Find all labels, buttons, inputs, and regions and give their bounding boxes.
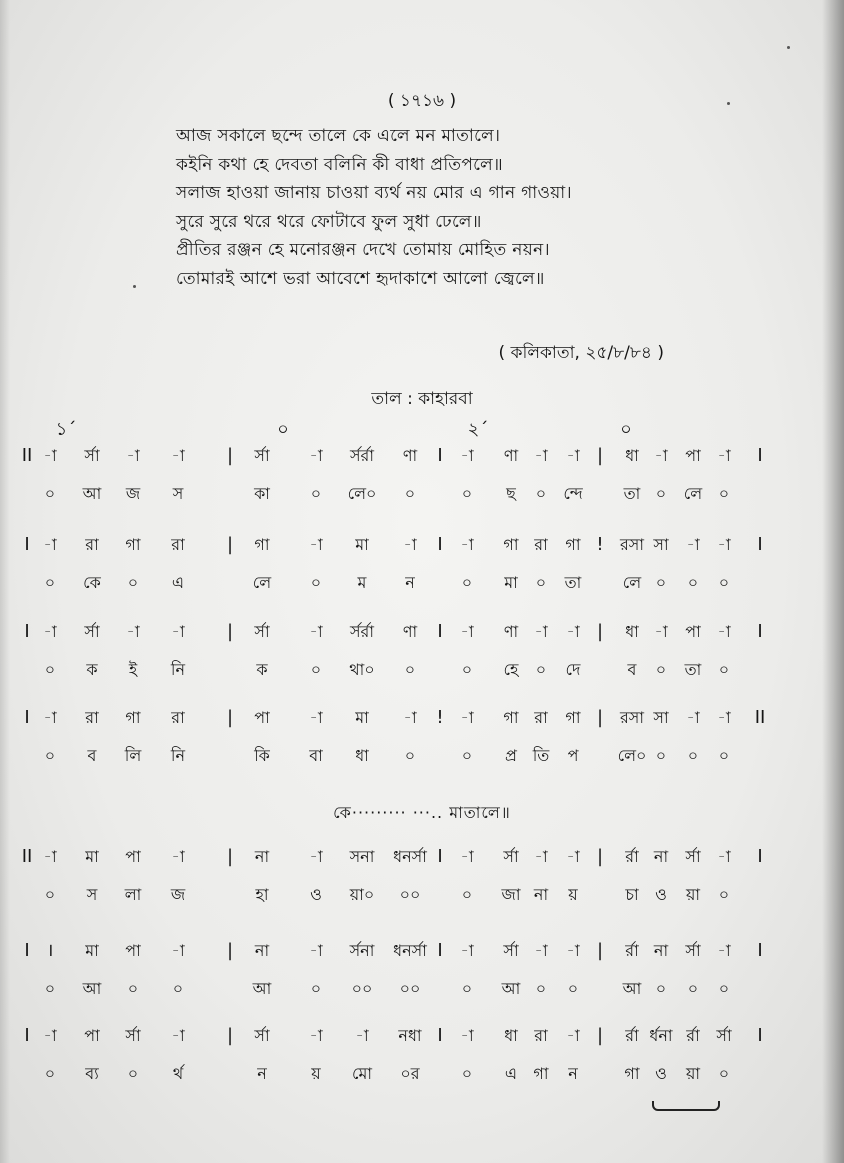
bar-line: I — [757, 846, 763, 867]
lyric-syllable: ০ — [687, 979, 699, 998]
lyric-syllable: ০ — [310, 484, 322, 503]
lyric-syllable: ০ — [44, 1064, 56, 1083]
lyric-syllable: তা — [623, 484, 641, 503]
swar-note: -া — [43, 847, 57, 866]
lyric-syllable: ০ — [655, 573, 667, 592]
swar-note: -া — [534, 847, 548, 866]
lyric-syllable: ০ — [718, 660, 730, 679]
beat-marker: ১´ — [55, 419, 77, 440]
beat-marker: ২´ — [467, 419, 489, 440]
lyric-syllable: ০ — [310, 660, 322, 679]
swar-note: র্রা — [686, 1026, 700, 1045]
bar-line: I — [24, 940, 30, 961]
lyric-syllable: ০ — [535, 660, 547, 679]
swar-note: -া — [355, 1026, 369, 1045]
lyric-syllable: ০ — [535, 979, 547, 998]
lyric-syllable: ন — [568, 1064, 578, 1083]
lyric-syllable: তা — [684, 660, 702, 679]
bar-line: | — [596, 940, 604, 961]
lyric-syllable: ক — [256, 660, 268, 679]
swar-note: রা — [534, 1026, 548, 1045]
page-shadow-left — [0, 0, 10, 1163]
lyric-syllable: ব্য — [85, 1064, 99, 1083]
swar-note: সনা — [349, 847, 375, 866]
lyric-syllable: স — [172, 484, 184, 503]
lyric-syllable: ধা — [355, 746, 369, 765]
lyric-syllable: থা০ — [349, 660, 375, 679]
bar-line: | — [226, 621, 234, 642]
swar-note: -া — [654, 446, 668, 465]
lyric-syllable: ০ — [687, 573, 699, 592]
swar-note: গা — [254, 535, 270, 554]
swar-note: র্রা — [625, 1026, 639, 1045]
swar-note: র্সা — [503, 941, 519, 960]
lyric-syllable: য়া০ — [349, 885, 375, 904]
poem-line: প্রীতির রঞ্জন হে মনোরঞ্জন দেখে তোমায় মোহিত নয়ন। — [176, 240, 550, 261]
swar-note: -া — [309, 446, 323, 465]
speck — [787, 46, 790, 49]
lyric-syllable: লে০ — [347, 484, 377, 503]
lyric-syllable: না — [533, 885, 549, 904]
lyric-syllable: ০ — [655, 660, 667, 679]
bar-line: I — [24, 707, 30, 728]
lyric-syllable: ০ — [44, 885, 56, 904]
lyric-syllable: য় — [568, 885, 578, 904]
bar-line: | — [596, 621, 604, 642]
lyric-syllable: ০ — [44, 746, 56, 765]
lyric-syllable: গা — [624, 1064, 640, 1083]
bar-line: I — [24, 534, 30, 555]
swar-note: -া — [566, 847, 580, 866]
swar-note: ণা — [503, 446, 519, 465]
swar-note: গা — [565, 535, 581, 554]
swar-note: পা — [685, 622, 701, 641]
lyric-syllable: ০ — [718, 885, 730, 904]
swar-note: গা — [565, 708, 581, 727]
lyric-syllable: তি — [532, 746, 550, 765]
swar-note: -া — [43, 535, 57, 554]
swar-note: -া — [309, 535, 323, 554]
swar-note: র্সা — [685, 941, 701, 960]
bar-line: I — [24, 1025, 30, 1046]
swar-note: পা — [254, 708, 270, 727]
lyric-syllable: ম — [357, 573, 367, 592]
swar-note: -া — [126, 446, 140, 465]
place-date: ( কলিকাতা, ২৫/৮/৮৪ ) — [498, 343, 664, 363]
lyric-syllable: হা — [255, 885, 269, 904]
swar-note: মা — [355, 708, 369, 727]
lyric-syllable: লে — [252, 573, 272, 592]
lyric-syllable: ০ — [404, 746, 416, 765]
lyric-syllable: ও — [655, 1064, 667, 1083]
swar-note: ধা — [625, 446, 639, 465]
page-shadow-right — [822, 0, 844, 1163]
swar-note: ধনর্সা — [393, 941, 427, 960]
swar-note: পা — [685, 446, 701, 465]
lyric-syllable: ০০ — [399, 885, 421, 904]
lyric-syllable: ০ — [718, 573, 730, 592]
lyric-syllable: হে — [503, 660, 519, 679]
bar-line: । — [46, 940, 54, 961]
lyric-syllable: ০ — [655, 746, 667, 765]
bar-line: I — [757, 445, 763, 466]
lyric-syllable: কি — [254, 746, 270, 765]
swar-note: -া — [43, 622, 57, 641]
bar-line: II — [754, 707, 766, 728]
swar-note: রা — [85, 535, 99, 554]
bar-line: I — [757, 534, 763, 555]
lyric-syllable: ০ — [44, 660, 56, 679]
lyric-syllable: ০ — [655, 484, 667, 503]
lyric-syllable: স — [86, 885, 98, 904]
lyric-syllable: ন — [257, 1064, 267, 1083]
swar-note: -া — [171, 446, 185, 465]
swar-note: র্সা — [84, 446, 100, 465]
swar-note: না — [254, 847, 270, 866]
lyric-syllable: ০ — [310, 979, 322, 998]
lyric-syllable: ব — [627, 660, 637, 679]
swar-note: -া — [686, 535, 700, 554]
swar-note: -া — [460, 622, 474, 641]
lyric-syllable: ০ — [172, 979, 184, 998]
bar-line: II — [21, 445, 33, 466]
swar-note: র্সা — [716, 1026, 732, 1045]
swar-note: -া — [460, 1026, 474, 1045]
song-number: ( ১৭১৬ ) — [387, 91, 457, 111]
lyric-syllable: ০ — [44, 484, 56, 503]
swar-note: -া — [566, 1026, 580, 1045]
swar-note: -া — [43, 1026, 57, 1045]
lyric-syllable: ০ — [655, 979, 667, 998]
lyric-syllable: গা — [533, 1064, 549, 1083]
bar-line: II — [21, 846, 33, 867]
swar-note: -া — [717, 446, 731, 465]
poem-line: সুরে সুরে থরে থরে ফোটাবে ফুল সুধা ঢেলে॥ — [176, 211, 482, 232]
swar-note: গা — [503, 708, 519, 727]
swar-note: -া — [534, 446, 548, 465]
lyric-syllable: ০ — [461, 484, 473, 503]
swar-note: র্সা — [254, 1026, 270, 1045]
lyric-syllable: ০ — [404, 660, 416, 679]
bar-line: | — [596, 1025, 604, 1046]
poem-line: সলাজ হাওয়া জানায় চাওয়া ব্যর্থ নয় মোর এ গান গাওয়া। — [176, 183, 572, 204]
bar-line: | — [226, 707, 234, 728]
lyric-syllable: ০ — [535, 484, 547, 503]
lyric-syllable: আ — [82, 484, 102, 503]
swar-note: না — [653, 941, 669, 960]
swar-note: -া — [309, 941, 323, 960]
poem-line: তোমারই আশে ভরা আবেশে হৃদাকাশে আলো জ্বেলে॥ — [176, 268, 545, 289]
swar-note: র্সা — [685, 847, 701, 866]
lyric-syllable: জ — [170, 885, 186, 904]
lyric-syllable: এ — [504, 1064, 518, 1083]
swar-note: -া — [43, 446, 57, 465]
lyric-syllable: কে — [83, 573, 101, 592]
tala-heading: তাল : কাহারবা — [371, 389, 473, 409]
swar-note: র্ধনা — [649, 1026, 673, 1045]
swar-note: -া — [460, 847, 474, 866]
swar-note: ধনর্সা — [393, 847, 427, 866]
lyric-syllable: লে — [622, 573, 642, 592]
swar-note: ণা — [503, 622, 519, 641]
bar-line: I — [24, 621, 30, 642]
swar-note: -া — [309, 708, 323, 727]
swar-note: -া — [686, 708, 700, 727]
swar-note: না — [254, 941, 270, 960]
swar-note: গা — [125, 535, 141, 554]
swar-note: -া — [460, 446, 474, 465]
bar-line: | — [226, 534, 234, 555]
swar-note: -া — [43, 708, 57, 727]
bar-line: | — [226, 1025, 234, 1046]
swar-note: রসা — [619, 708, 645, 727]
swar-note: রা — [534, 708, 548, 727]
swar-note: র্সা — [125, 1026, 141, 1045]
swar-note: গা — [503, 535, 519, 554]
lyric-syllable: আ — [82, 979, 102, 998]
lyric-syllable: আ — [501, 979, 521, 998]
swar-note: পা — [125, 847, 141, 866]
lyric-syllable: মা — [504, 573, 518, 592]
lyric-syllable: লা — [124, 885, 142, 904]
lyric-syllable: ০ — [310, 573, 322, 592]
lyric-syllable: ০ — [127, 573, 139, 592]
swar-note: র্সর্রা — [349, 446, 375, 465]
bar-line: I — [437, 940, 443, 961]
lyric-syllable: ০র — [400, 1064, 420, 1083]
lyric-syllable: ন — [405, 573, 415, 592]
swar-note: মা — [355, 535, 369, 554]
swar-note: -া — [460, 708, 474, 727]
swar-note: পা — [84, 1026, 100, 1045]
bar-line: | — [226, 940, 234, 961]
swar-note: র্সা — [503, 847, 519, 866]
swar-note: -া — [171, 941, 185, 960]
lyric-syllable: দে — [565, 660, 581, 679]
swar-note: -া — [566, 446, 580, 465]
swar-note: মা — [85, 941, 99, 960]
lyric-syllable: বা — [309, 746, 323, 765]
swar-note: ণা — [402, 622, 418, 641]
swar-note: রা — [171, 708, 185, 727]
swar-note: ধা — [625, 622, 639, 641]
lyric-syllable: র্থ — [172, 1064, 184, 1083]
lyric-syllable: এ — [171, 573, 185, 592]
swar-note: -া — [717, 708, 731, 727]
lyric-syllable: ০ — [718, 1064, 730, 1083]
swar-note: র্রা — [625, 847, 639, 866]
swar-note: -া — [126, 622, 140, 641]
swar-note: রা — [534, 535, 548, 554]
lyric-syllable: ০ — [461, 573, 473, 592]
swar-note: -া — [171, 847, 185, 866]
lyric-syllable: জ — [125, 484, 141, 503]
beat-marker: ০ — [620, 419, 632, 440]
swar-note: র্সা — [254, 622, 270, 641]
swar-note: র্সনা — [349, 941, 375, 960]
poem-line: আজ সকালে ছন্দে তালে কে এলে মন মাতালে। — [176, 126, 501, 146]
swar-note: র্সা — [254, 446, 270, 465]
swar-note: ধা — [504, 1026, 518, 1045]
swar-note: রা — [171, 535, 185, 554]
lyric-syllable: ০ — [461, 746, 473, 765]
swar-note: র্সা — [84, 622, 100, 641]
speck — [133, 285, 136, 288]
lyric-syllable: মো — [351, 1064, 373, 1083]
lyric-syllable: প্র — [505, 746, 517, 765]
refrain-line: কে········· ···.. মাতালে॥ — [333, 803, 511, 822]
swar-note: -া — [171, 1026, 185, 1045]
lyric-syllable: ০ — [718, 979, 730, 998]
lyric-syllable: ০ — [44, 573, 56, 592]
lyric-syllable: ক — [86, 660, 98, 679]
swar-note: -া — [534, 941, 548, 960]
swar-note: -া — [717, 622, 731, 641]
lyric-syllable: ০ — [718, 484, 730, 503]
swar-note: -া — [717, 535, 731, 554]
poem-line: কইনি কথা হে দেবতা বলিনি কী বাধা প্রতিপলে॥ — [176, 154, 503, 175]
lyric-syllable: ০ — [404, 484, 416, 503]
swar-note: -া — [717, 941, 731, 960]
lyric-syllable: ০ — [461, 1064, 473, 1083]
swar-note: -া — [403, 708, 417, 727]
lyric-syllable: ০০ — [351, 979, 373, 998]
swar-note: -া — [309, 622, 323, 641]
bar-line: ! — [436, 707, 444, 728]
lyric-syllable: য়া — [685, 885, 701, 904]
swar-note: সা — [653, 535, 669, 554]
lyric-syllable: আ — [252, 979, 272, 998]
underbrace-mark — [652, 1101, 720, 1111]
lyric-syllable: নি — [170, 746, 186, 765]
lyric-syllable: য়া — [685, 1064, 701, 1083]
swar-note: -া — [566, 941, 580, 960]
swar-note: পা — [125, 941, 141, 960]
poem-block — [176, 122, 572, 294]
beat-marker: ০ — [277, 419, 289, 440]
bar-line: | — [596, 846, 604, 867]
bar-line: I — [757, 621, 763, 642]
bar-line: I — [437, 1025, 443, 1046]
lyric-syllable: ০ — [461, 979, 473, 998]
lyric-syllable: য় — [311, 1064, 321, 1083]
bar-line: | — [226, 846, 234, 867]
lyric-syllable: ০ — [127, 1064, 139, 1083]
swar-note: -া — [403, 535, 417, 554]
swar-note: নধা — [398, 1026, 422, 1045]
swar-note: -া — [566, 622, 580, 641]
swar-note: গা — [125, 708, 141, 727]
lyric-syllable: ০ — [461, 660, 473, 679]
swar-note: রসা — [619, 535, 645, 554]
lyric-syllable: ০০ — [399, 979, 421, 998]
bar-line: | — [596, 707, 604, 728]
lyric-syllable: ছ — [506, 484, 516, 503]
bar-line: ! — [596, 534, 604, 555]
swar-note: -া — [309, 847, 323, 866]
lyric-syllable: ই — [128, 660, 138, 679]
lyric-syllable: ব — [87, 746, 97, 765]
swar-note: -া — [171, 622, 185, 641]
lyric-syllable: লে০ — [617, 746, 647, 765]
lyric-syllable: জা — [501, 885, 521, 904]
swar-note: -া — [460, 535, 474, 554]
bar-line: I — [437, 846, 443, 867]
lyric-syllable: ০ — [718, 746, 730, 765]
lyric-syllable: ০ — [127, 979, 139, 998]
lyric-syllable: ০ — [687, 746, 699, 765]
lyric-syllable: ০ — [535, 573, 547, 592]
bar-line: I — [437, 445, 443, 466]
swar-note: -া — [654, 622, 668, 641]
lyric-syllable: লি — [124, 746, 142, 765]
swar-note: -া — [534, 622, 548, 641]
lyric-syllable: ০ — [567, 979, 579, 998]
lyric-syllable: তা — [564, 573, 582, 592]
lyric-syllable: নি — [170, 660, 186, 679]
swar-note: মা — [85, 847, 99, 866]
lyric-syllable: ও — [310, 885, 322, 904]
lyric-syllable: প — [567, 746, 579, 765]
swar-note: -া — [460, 941, 474, 960]
bar-line: I — [437, 621, 443, 642]
lyric-syllable: আ — [622, 979, 642, 998]
bar-line: | — [226, 445, 234, 466]
swar-note: -া — [717, 847, 731, 866]
lyric-syllable: লে — [683, 484, 703, 503]
lyric-syllable: কা — [254, 484, 270, 503]
swar-note: র্সর্রা — [349, 622, 375, 641]
bar-line: I — [757, 940, 763, 961]
lyric-syllable: ন্দে — [563, 484, 583, 503]
swar-note: রা — [85, 708, 99, 727]
bar-line: | — [596, 445, 604, 466]
speck — [727, 102, 730, 105]
bar-line: I — [757, 1025, 763, 1046]
lyric-syllable: ০ — [44, 979, 56, 998]
swar-note: ণা — [402, 446, 418, 465]
bar-line: I — [437, 534, 443, 555]
swar-note: র্রা — [625, 941, 639, 960]
swar-note: -া — [309, 1026, 323, 1045]
lyric-syllable: ও — [655, 885, 667, 904]
lyric-syllable: ০ — [461, 885, 473, 904]
swar-note: না — [653, 847, 669, 866]
lyric-syllable: চা — [625, 885, 639, 904]
swar-note: সা — [653, 708, 669, 727]
